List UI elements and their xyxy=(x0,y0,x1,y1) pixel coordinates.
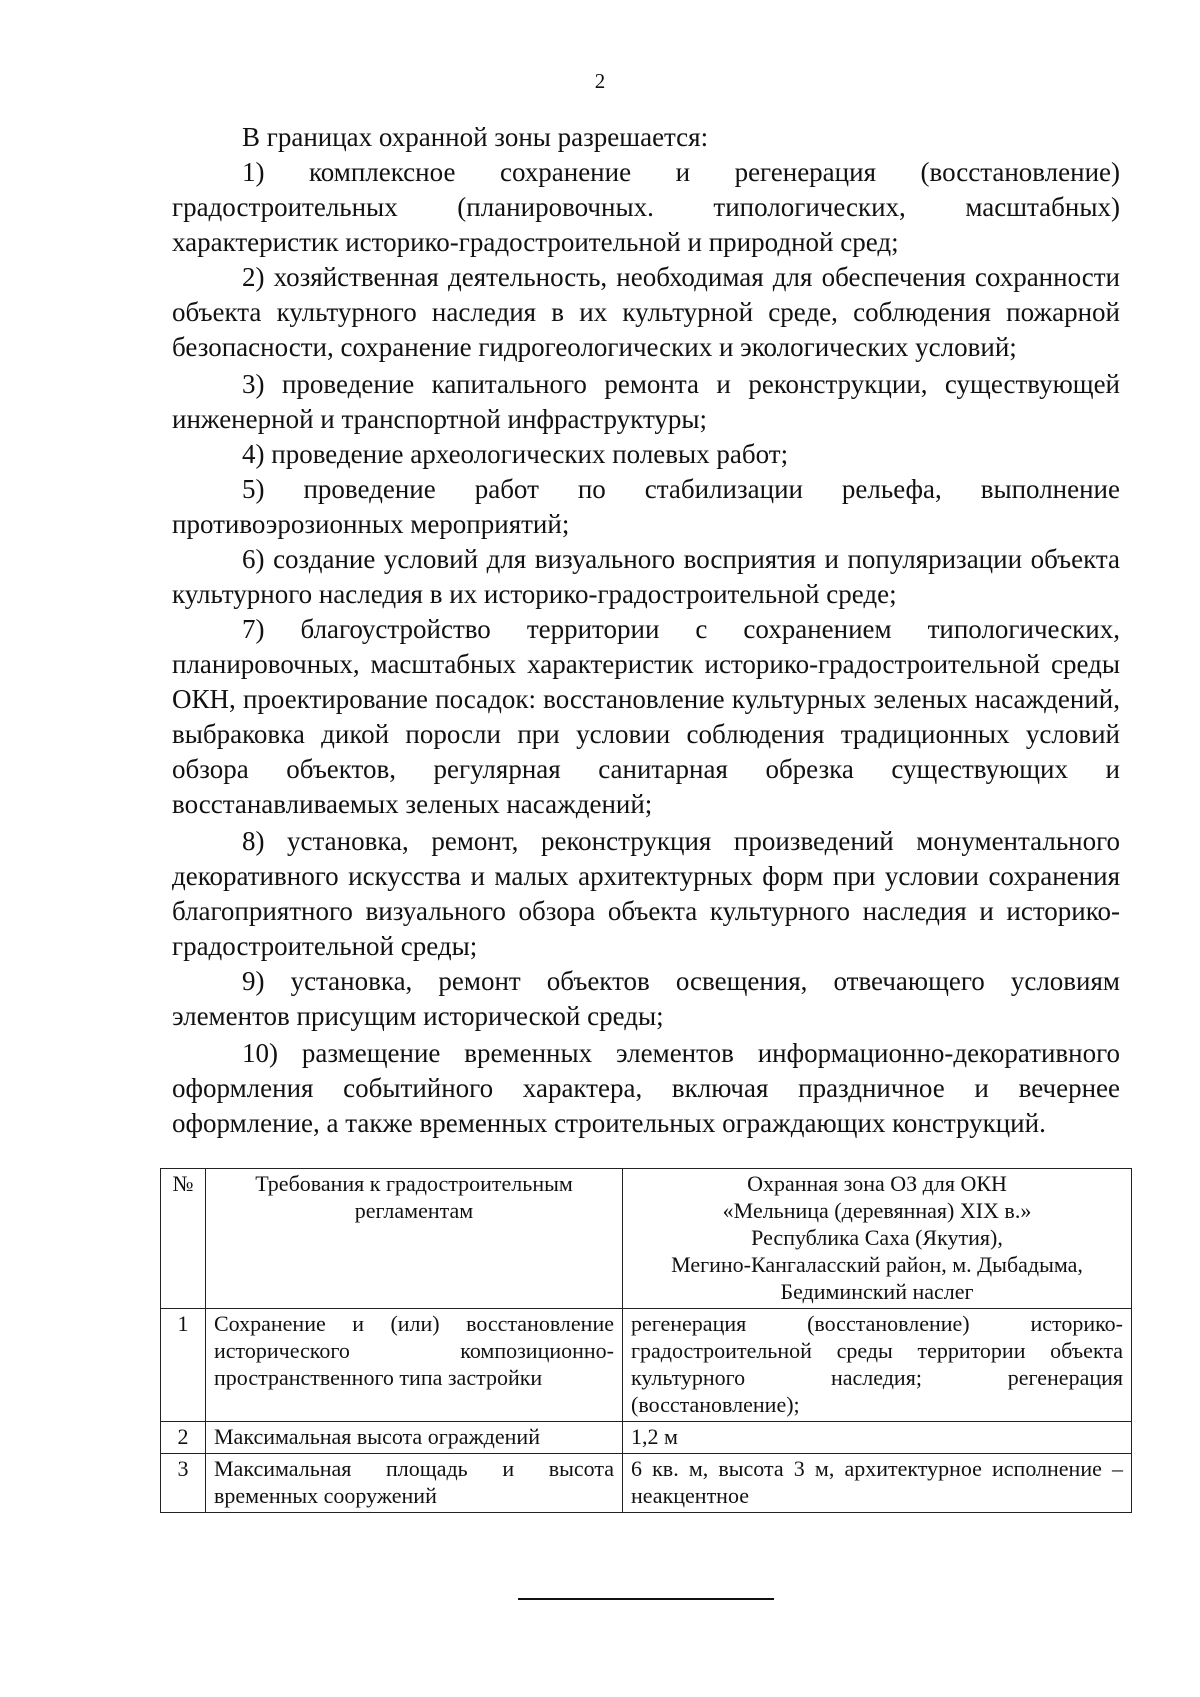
header-zone-line: «Мельница (деревянная) XIX в.» xyxy=(722,1198,1032,1223)
table-row xyxy=(161,1309,1132,1422)
regulations-table xyxy=(160,1168,1132,1513)
row-value: 6 кв. м, высота 3 м, архитектурное исполнение – неакцентное xyxy=(623,1454,1132,1513)
list-item: 9) установка, ремонт объектов освещения, отвечающего условиям элементов присущим исторической среды; xyxy=(172,966,1120,1031)
row-value: 1,2 м xyxy=(623,1422,1132,1454)
list-item: 4) проведение археологических полевых работ; xyxy=(242,439,789,469)
table-row xyxy=(161,1454,1132,1513)
list-item: 1) комплексное сохранение и регенерация (восстановление) градостроительных (планировочных. типологических, масштабных) характеристик историко-градостроительной и природной сред; xyxy=(172,157,1120,257)
list-item: 8) установка, ремонт, реконструкция произведений монументального декоративного искусства и малых архитектурных форм при условии сохранения благоприятного визуального обзора объекта культурного наследия и историко-градостроительной среды; xyxy=(172,826,1120,961)
list-item: 10) размещение временных элементов информационно-декоративного оформления событийного характера, включая праздничное и вечернее оформление, а также временных строительных ограждающих конструкций. xyxy=(172,1038,1120,1138)
row-number: 1 xyxy=(161,1309,206,1422)
closing-rule xyxy=(518,1598,774,1600)
list-item: 3) проведение капитального ремонта и реконструкции, существующей инженерной и транспортной инфраструктуры; xyxy=(172,369,1120,434)
header-zone-line: Республика Саха (Якутия), xyxy=(751,1225,1003,1250)
row-value: регенерация (восстановление) историко-градостроительной среды территории объекта культурного наследия; регенерация (восстановление); xyxy=(623,1309,1132,1422)
row-requirement: Максимальная площадь и высота временных сооружений xyxy=(206,1454,623,1513)
row-requirement: Сохранение и (или) восстановление исторического композиционно-пространственного типа застройки xyxy=(206,1309,623,1422)
row-number: 3 xyxy=(161,1454,206,1513)
header-zone-line: Мегино-Кангаласский район, м. Дыбадыма, xyxy=(671,1252,1083,1277)
list-item: 5) проведение работ по стабилизации рельефа, выполнение противоэрозионных мероприятий; xyxy=(172,474,1120,539)
list-item: 6) создание условий для визуального восприятия и популяризации объекта культурного наследия в их историко-градостроительной среде; xyxy=(172,544,1120,609)
header-zone-line: Бедиминский наслег xyxy=(780,1279,974,1304)
body-text xyxy=(172,120,1120,1141)
header-number: № xyxy=(161,1169,206,1309)
header-requirement: Требования к градостроительным регламентам xyxy=(206,1169,623,1309)
row-number: 2 xyxy=(161,1422,206,1454)
table-row xyxy=(161,1422,1132,1454)
page-number: 2 xyxy=(594,69,606,93)
intro-paragraph: В границах охранной зоны разрешается: xyxy=(242,122,709,152)
header-zone xyxy=(623,1169,1132,1309)
header-zone-line: Охранная зона ОЗ для ОКН xyxy=(747,1171,1007,1196)
row-requirement: Максимальная высота ограждений xyxy=(206,1422,623,1454)
list-item: 2) хозяйственная деятельность, необходимая для обеспечения сохранности объекта культурного наследия в их культурной среде, соблюдения пожарной безопасности, сохранение гидрогеологических и экологических условий; xyxy=(172,262,1120,362)
list-item: 7) благоустройство территории с сохранением типологических, планировочных, масштабных характеристик историко-градостроительной среды ОКН, проектирование посадок: восстановление культурных зеленых насаждений, выбраковка дикой поросли при условии соблюдения традиционных условий обзора объектов, регулярная санитарная обрезка существующих и восстанавливаемых зеленых насаждений; xyxy=(172,614,1120,819)
table-header-row xyxy=(161,1169,1132,1309)
